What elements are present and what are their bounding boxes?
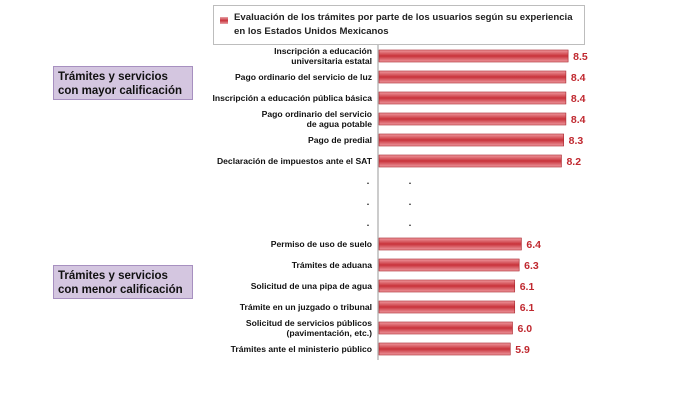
legend-text: Evaluación de los trámites por parte de los usuarios según su experiencia en los Estados Unidos Mexicanos	[234, 12, 573, 37]
value-label: 6.1	[519, 302, 535, 314]
ellipsis-dot: .	[366, 218, 370, 228]
legend-swatch	[220, 17, 228, 24]
bar	[379, 259, 519, 271]
group-label-low: Trámites y servicios con menor calificación	[53, 265, 193, 299]
value-label: 8.3	[568, 135, 584, 147]
bar	[379, 301, 515, 313]
bar	[379, 343, 510, 355]
bar	[379, 113, 566, 125]
legend	[213, 5, 585, 45]
category-label: Trámites ante el ministerio público	[230, 344, 372, 354]
value-label: 6.4	[526, 239, 542, 251]
category-label: Inscripción a educación pública básica	[212, 93, 372, 103]
value-label: 6.0	[517, 323, 533, 335]
value-label: 8.5	[573, 51, 588, 63]
bar	[379, 280, 515, 292]
value-label: 5.9	[515, 344, 530, 356]
ellipsis-dot: .	[366, 176, 370, 186]
category-label: Trámites de aduana	[291, 260, 372, 270]
category-label: Permiso de uso de suelo	[270, 239, 372, 249]
value-label: 6.1	[519, 281, 535, 293]
bar	[379, 322, 513, 334]
category-label: Declaración de impuestos ante el SAT	[216, 156, 372, 166]
ellipsis-dot: .	[408, 218, 412, 228]
category-label: Solicitud de servicios públicos (pavimentación, etc.)	[245, 318, 372, 338]
value-label: 8.4	[570, 114, 586, 126]
bar	[379, 134, 564, 146]
bar	[379, 155, 561, 167]
ellipsis-dot: .	[366, 197, 370, 207]
group-label-high: Trámites y servicios con mayor calificación	[53, 66, 193, 100]
category-label: Pago ordinario del servicio de agua potable	[261, 109, 372, 129]
category-label: Pago de predial	[308, 135, 372, 145]
category-label: Pago ordinario del servicio de luz	[234, 72, 372, 82]
ellipsis-dot: .	[408, 197, 412, 207]
bar	[379, 50, 568, 62]
bar	[379, 238, 521, 250]
value-label: 8.4	[570, 72, 586, 84]
category-label: Trámite en un juzgado o tribunal	[239, 302, 372, 312]
ellipsis-dot: .	[408, 176, 412, 186]
category-label: Solicitud de una pipa de agua	[250, 281, 372, 291]
bar	[379, 71, 566, 83]
category-label: Inscripción a educación universitaria estatal	[274, 46, 372, 66]
value-label: 8.4	[570, 93, 586, 105]
bar	[379, 92, 566, 104]
value-label: 6.3	[524, 260, 539, 272]
value-label: 8.2	[566, 156, 582, 168]
